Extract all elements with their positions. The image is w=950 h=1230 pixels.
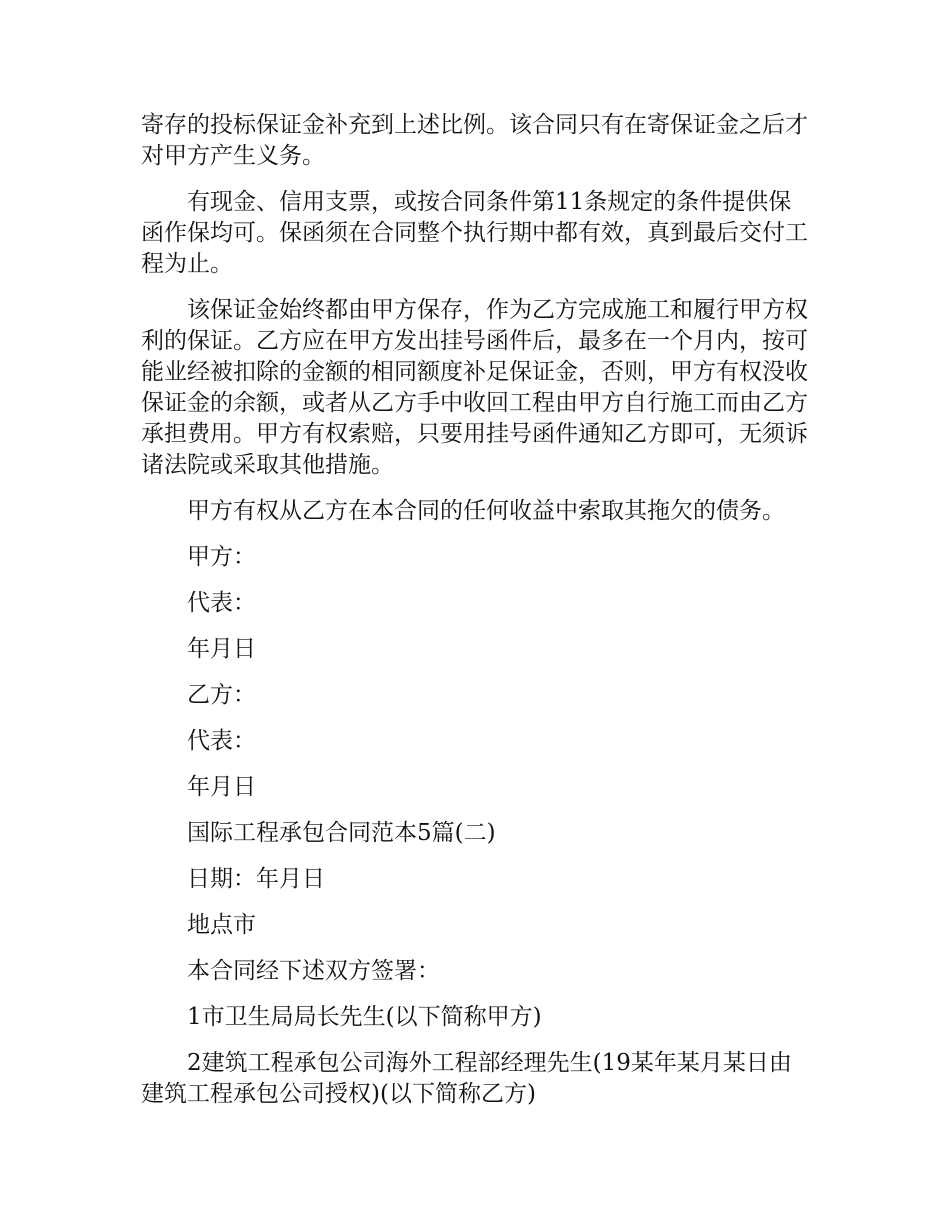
contract-date-label: 日期：年月日 — [187, 866, 325, 892]
party-a-definition: 1市卫生局局长先生(以下简称甲方) — [187, 1004, 542, 1030]
section-title: 国际工程承包合同范本5篇(二) — [187, 820, 496, 846]
signing-statement: 本合同经下述双方签署： — [187, 958, 440, 984]
party-a-date-label: 年月日 — [187, 636, 256, 662]
paragraph-deposit-custody: 该保证金始终都由甲方保存，作为乙方完成施工和履行甲方权利的保证。乙方应在甲方发出挂号函件后，最多在一个月内，按可能业经被扣除的金额的相同额度补足保证金，否则，甲方有权没收保证金的余额，或者从乙方手中收回工程由甲方自行施工而由乙方承担费用。甲方有权索赔，只要用挂号函件通知乙方即可，无须诉诸法院或采取其他措施。 — [141, 297, 808, 478]
party-a-label: 甲方： — [187, 544, 256, 570]
party-b-label: 乙方： — [187, 682, 256, 708]
paragraph-guarantee-forms: 有现金、信用支票，或按合同条件第11条规定的条件提供保函作保均可。保函须在合同整个执行期中都有效，真到最后交付工程为止。 — [141, 189, 808, 277]
document-body — [141, 110, 813, 1125]
party-b-date-label: 年月日 — [187, 774, 256, 800]
party-a-representative-label: 代表： — [187, 590, 256, 616]
paragraph-debt-recovery: 甲方有权从乙方在本合同的任何收益中索取其拖欠的债务。 — [187, 498, 785, 524]
contract-location-label: 地点市 — [187, 912, 256, 938]
paragraph-deposit-supplement: 寄存的投标保证金补充到上述比例。该合同只有在寄保证金之后才对甲方产生义务。 — [141, 112, 808, 169]
party-b-definition: 2建筑工程承包公司海外工程部经理先生(19某年某月某日由建筑工程承包公司授权)(以下简称乙方) — [141, 1050, 792, 1107]
party-b-representative-label: 代表： — [187, 728, 256, 754]
